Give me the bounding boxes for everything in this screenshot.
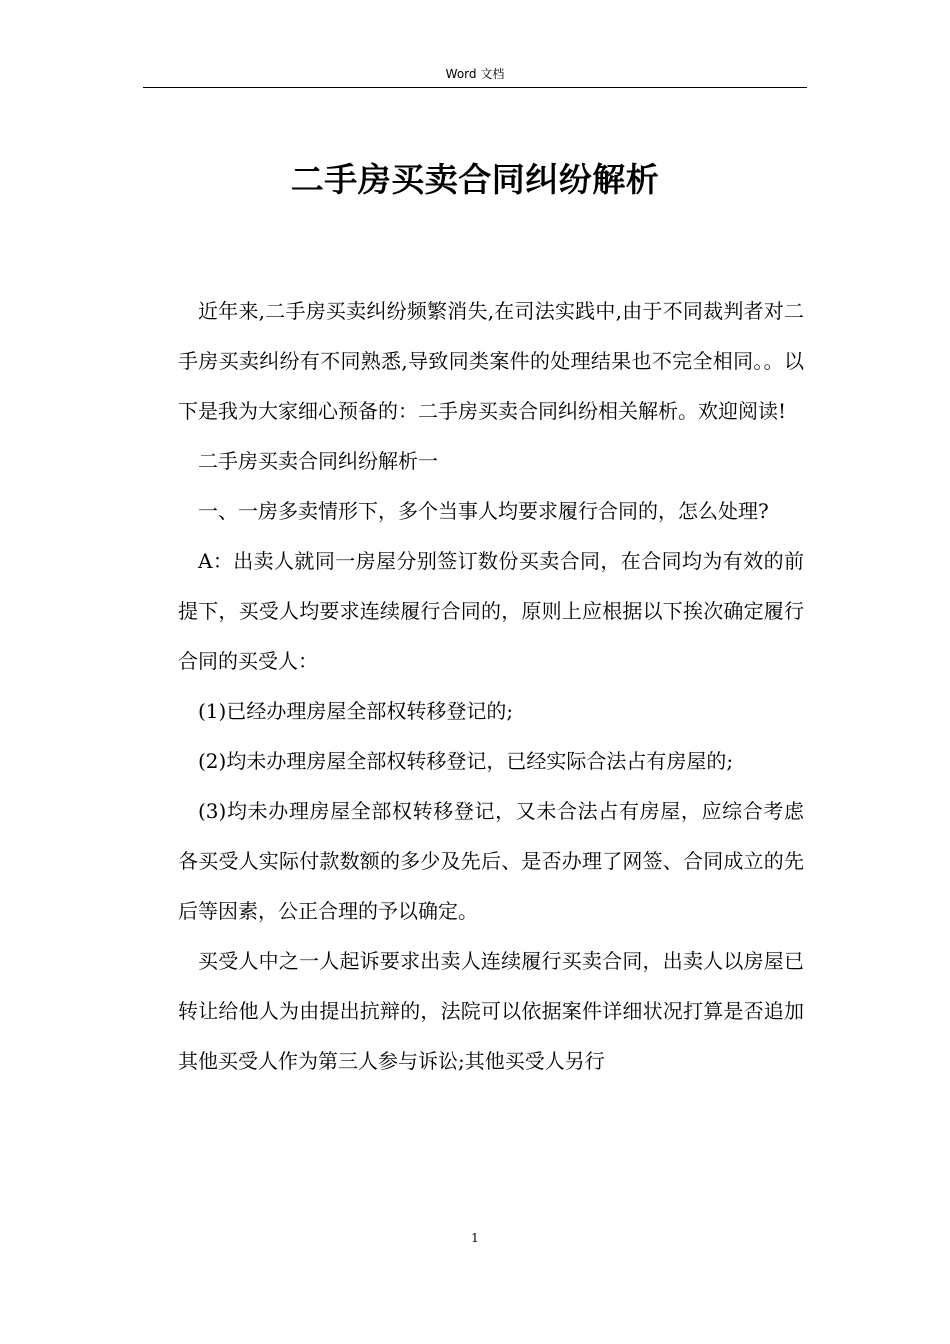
list-item: (3)均未办理房屋全部权转移登记，又未合法占有房屋，应综合考虑各买受人实际付款数额的多少及先后、是否办理了网签、合同成立的先后等因素，公正合理的予以确定。: [178, 799, 804, 923]
answer-paragraph: A：出卖人就同一房屋分别签订数份买卖合同，在合同均为有效的前提下，买受人均要求连续履行合同的，原则上应根据以下挨次确定履行合同的买受人：: [178, 549, 804, 673]
document-title: 二手房买卖合同纠纷解析: [290, 160, 660, 199]
document-body: [178, 286, 804, 1086]
page-header: Word 文档: [445, 67, 505, 81]
body-paragraph: 买受人中之一人起诉要求出卖人连续履行买卖合同，出卖人以房屋已转让给他人为由提出抗辩的，法院可以依据案件详细状况打算是否追加其他买受人作为第三人参与诉讼;其他买受人另行: [178, 949, 804, 1073]
question-paragraph: 一、一房多卖情形下，多个当事人均要求履行合同的，怎么处理?: [198, 499, 769, 523]
list-item: (1)已经办理房屋全部权转移登记的;: [198, 699, 514, 723]
intro-paragraph: 近年来,二手房买卖纠纷频繁消失,在司法实践中,由于不同裁判者对二手房买卖纠纷有不同熟悉,导致同类案件的处理结果也不完全相同。。以下是我为大家细心预备的：二手房买卖合同纠纷相关解析。欢迎阅读!: [178, 299, 804, 423]
page-number: 1: [471, 1231, 479, 1245]
list-item: (2)均未办理房屋全部权转移登记，已经实际合法占有房屋的;: [198, 749, 734, 773]
header-divider: [143, 87, 807, 88]
section-heading: 二手房买卖合同纠纷解析一: [198, 449, 438, 473]
